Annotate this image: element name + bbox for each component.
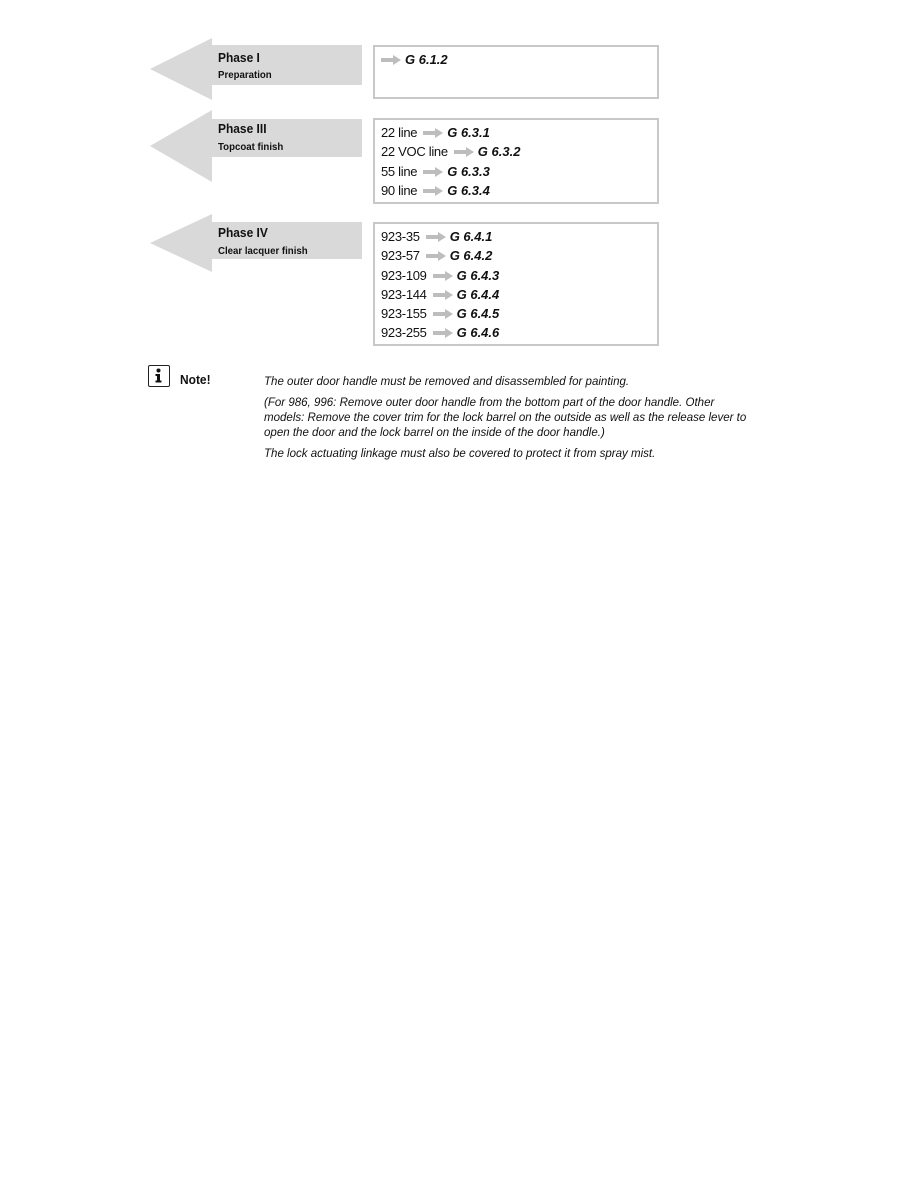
reference-code: G 6.3.2: [477, 144, 521, 160]
phase-3-reference-box: [373, 118, 659, 204]
reference-label: 923-57: [381, 248, 420, 264]
reference-label: 55 line: [381, 163, 418, 179]
reference-label: 923-255: [381, 325, 427, 341]
phase-4-arrow-icon: [150, 214, 362, 272]
note-paragraph: The lock actuating linkage must also be covered to protect it from spray mist.: [264, 446, 656, 460]
arrow-right-icon: [433, 286, 453, 305]
phase-4-reference-box: [373, 222, 659, 346]
arrow-right-icon: [381, 51, 401, 70]
phase-3-title: Phase III: [218, 121, 267, 136]
reference-row: [381, 323, 651, 342]
reference-row: [381, 266, 651, 285]
note-paragraph: (For 986, 996: Remove outer door handle from the bottom part of the door handle. Other models: Remove the cover trim for the lock barrel on the outside as well as the release lever to open the door and the lock barrel on the inside of the door handle.): [264, 395, 747, 439]
note-label: Note!: [180, 372, 211, 387]
note-paragraph: The outer door handle must be removed and disassembled for painting.: [264, 374, 630, 388]
reference-code: G 6.4.5: [456, 306, 500, 322]
reference-row: [381, 123, 651, 142]
phase-1-reference-box: [373, 45, 659, 99]
info-icon: [148, 365, 170, 387]
arrow-right-icon: [423, 182, 443, 201]
reference-code: G 6.4.6: [456, 325, 500, 341]
reference-code: G 6.4.2: [449, 248, 493, 264]
arrow-right-icon: [426, 228, 446, 247]
reference-label: 923-35: [381, 229, 420, 244]
reference-label: 923-144: [381, 286, 427, 302]
arrow-right-icon: [454, 143, 474, 162]
reference-row: [381, 162, 651, 181]
reference-row: [381, 50, 651, 69]
reference-label: 923-155: [381, 306, 427, 322]
phase-1-title: Phase I: [218, 50, 260, 65]
reference-row: [381, 304, 651, 323]
phase-1-subtitle: Preparation: [218, 69, 272, 81]
arrow-right-icon: [433, 267, 453, 286]
arrow-right-icon: [426, 247, 446, 266]
reference-label: 90 line: [381, 182, 418, 198]
reference-code: G 6.3.1: [447, 125, 490, 140]
reference-label: 923-109: [381, 267, 427, 283]
reference-code: G 6.1.2: [405, 52, 448, 67]
reference-row: [381, 285, 651, 304]
reference-code: G 6.4.1: [449, 229, 493, 244]
phase-4-title: Phase IV: [218, 225, 268, 240]
reference-code: G 6.3.3: [447, 163, 490, 179]
reference-row: [381, 246, 651, 265]
arrow-right-icon: [433, 305, 453, 324]
reference-row: [381, 142, 651, 161]
note-body: [264, 374, 748, 467]
arrow-right-icon: [433, 324, 453, 343]
arrow-right-icon: [423, 163, 443, 182]
reference-label: 22 line: [381, 125, 418, 140]
phase-4-subtitle: Clear lacquer finish: [218, 245, 308, 257]
reference-code: G 6.3.4: [447, 182, 490, 198]
reference-row: [381, 227, 651, 246]
reference-row: [381, 181, 651, 200]
arrow-right-icon: [423, 124, 443, 143]
reference-label: 22 VOC line: [381, 144, 448, 160]
phase-3-subtitle: Topcoat finish: [218, 141, 284, 153]
reference-code: G 6.4.3: [456, 267, 500, 283]
reference-code: G 6.4.4: [456, 286, 500, 302]
